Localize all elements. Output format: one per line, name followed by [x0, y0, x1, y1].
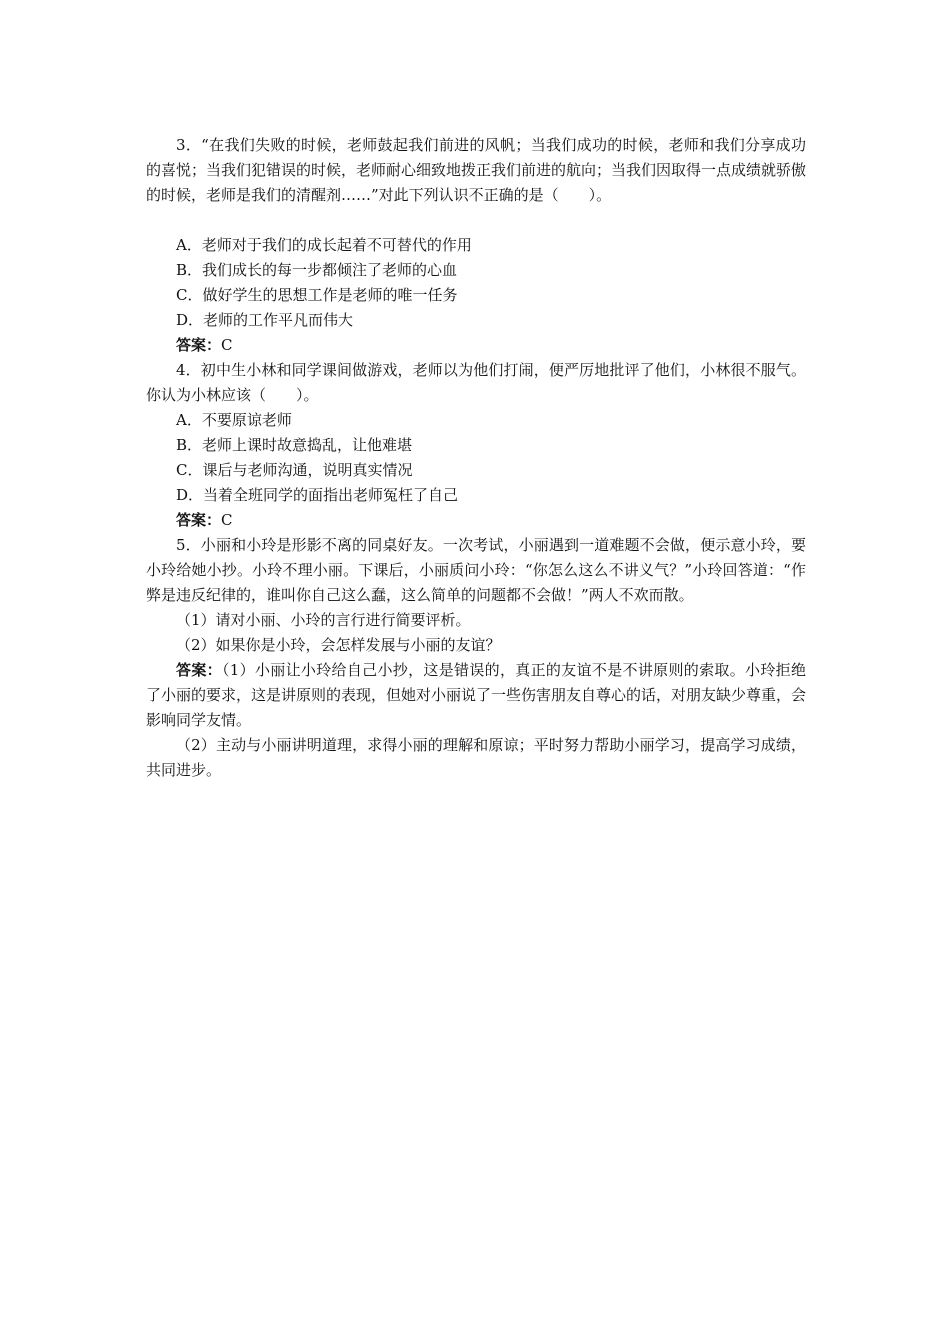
question-4-option-b: B．老师上课时故意捣乱，让他难堪	[176, 436, 413, 454]
answer-label: 答案：	[176, 511, 222, 529]
answer-text: （1）小丽让小玲给自己小抄，这是错误的，真正的友谊不是不讲原则的索取。小玲拒绝了小丽的要求，这是讲原则的表现，但她对小丽说了一些伤害朋友自尊心的话，对朋友缺少尊重，会影响同学友情。	[146, 661, 807, 729]
question-4-option-a: A．不要原谅老师	[176, 411, 292, 429]
question-5-answer-2: （2）主动与小丽讲明道理，求得小丽的理解和原谅；平时努力帮助小丽学习，提高学习成绩，共同进步。	[146, 736, 806, 779]
question-3-option-c: C．做好学生的思想工作是老师的唯一任务	[176, 286, 458, 304]
blank-line	[146, 208, 806, 233]
question-5-answer-1	[146, 658, 806, 733]
question-5-stem: 5．小丽和小玲是形影不离的同桌好友。一次考试，小丽遇到一道难题不会做，便示意小玲，要小玲给她小抄。小玲不理小丽。下课后，小丽质问小玲：“你怎么这么不讲义气？”小玲回答道：“作弊是违反纪律的，谁叫你自己这么蠢，这么简单的问题都不会做！”两人不欢而散。	[146, 536, 806, 604]
question-5-sub-2: （2）如果你是小玲，会怎样发展与小丽的友谊？	[176, 636, 501, 654]
answer-value: C	[221, 511, 233, 529]
question-5-sub-1: （1）请对小丽、小玲的言行进行简要评析。	[176, 611, 471, 629]
question-3-answer	[146, 333, 806, 358]
question-3-option-a: A．老师对于我们的成长起着不可替代的作用	[176, 236, 472, 254]
question-4-option-c: C．课后与老师沟通，说明真实情况	[176, 461, 413, 479]
answer-label: 答案：	[176, 336, 222, 354]
document-page	[146, 133, 806, 783]
question-3-option-b: B．我们成长的每一步都倾注了老师的心血	[176, 261, 458, 279]
question-4-stem: 4．初中生小林和同学课间做游戏，老师以为他们打闹，便严厉地批评了他们，小林很不服气。你认为小林应该（ ）。	[146, 361, 806, 404]
question-3-option-d: D．老师的工作平凡而伟大	[176, 311, 354, 329]
question-4-answer	[146, 508, 806, 533]
answer-value: C	[221, 336, 233, 354]
answer-label: 答案：	[176, 661, 222, 679]
question-3-stem: 3．“在我们失败的时候，老师鼓起我们前进的风帆；当我们成功的时候，老师和我们分享成功的喜悦；当我们犯错误的时候，老师耐心细致地拨正我们前进的航向；当我们因取得一点成绩就骄傲的时候，老师是我们的清醒剂……”对此下列认识不正确的是（ ）。	[146, 136, 807, 204]
question-4-option-d: D．当着全班同学的面指出老师冤枉了自己	[176, 486, 459, 504]
